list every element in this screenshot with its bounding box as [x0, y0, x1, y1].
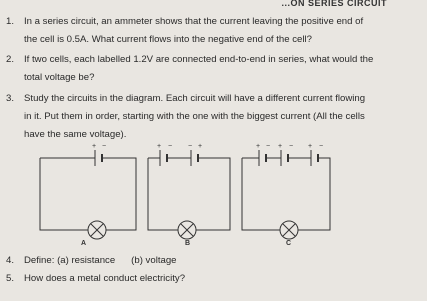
question-text-line: have the same voltage).	[24, 129, 127, 140]
question-text-line: In a series circuit, an ammeter shows that the current leaving the positive end of	[24, 16, 364, 27]
plus-sign: +	[198, 143, 203, 150]
minus-sign: −	[102, 143, 107, 150]
question-text-line: in it. Put them in order, starting with the one with the biggest current (All the cells	[24, 111, 365, 122]
minus-sign: −	[188, 143, 193, 150]
plus-sign: +	[157, 143, 162, 150]
question-text-line: How does a metal conduct electricity?	[24, 273, 186, 284]
question-text-line: total voltage be?	[24, 72, 95, 83]
circuit-label-a: A	[81, 240, 87, 247]
circuit-c	[242, 150, 330, 239]
circuit-label-c: C	[286, 240, 292, 247]
plus-sign: +	[92, 143, 97, 150]
minus-sign: −	[319, 143, 324, 150]
question-number: 4.	[6, 255, 15, 266]
minus-sign: −	[168, 143, 173, 150]
minus-sign: −	[289, 143, 294, 150]
question-number: 5.	[6, 273, 15, 284]
worksheet-header: ...ON SERIES CIRCUIT	[281, 0, 387, 8]
circuit-b	[148, 150, 230, 239]
question-text-line: the cell is 0.5A. What current flows into the negative end of the cell?	[24, 34, 312, 45]
question-number: 1.	[6, 16, 15, 27]
plus-sign: +	[256, 143, 261, 150]
plus-sign: +	[308, 143, 313, 150]
question-number: 2.	[6, 54, 15, 65]
question-text-line: If two cells, each labelled 1.2V are connected end-to-end in series, what would the	[24, 54, 374, 65]
circuit-label-b: B	[185, 240, 191, 247]
question-text-line: Study the circuits in the diagram. Each circuit will have a different current flowing	[24, 93, 366, 104]
question-text-line: Define: (a) resistance (b) voltage	[24, 255, 177, 266]
question-number: 3.	[6, 93, 15, 104]
circuit-a	[40, 150, 136, 239]
plus-sign: +	[278, 143, 283, 150]
minus-sign: −	[266, 143, 271, 150]
